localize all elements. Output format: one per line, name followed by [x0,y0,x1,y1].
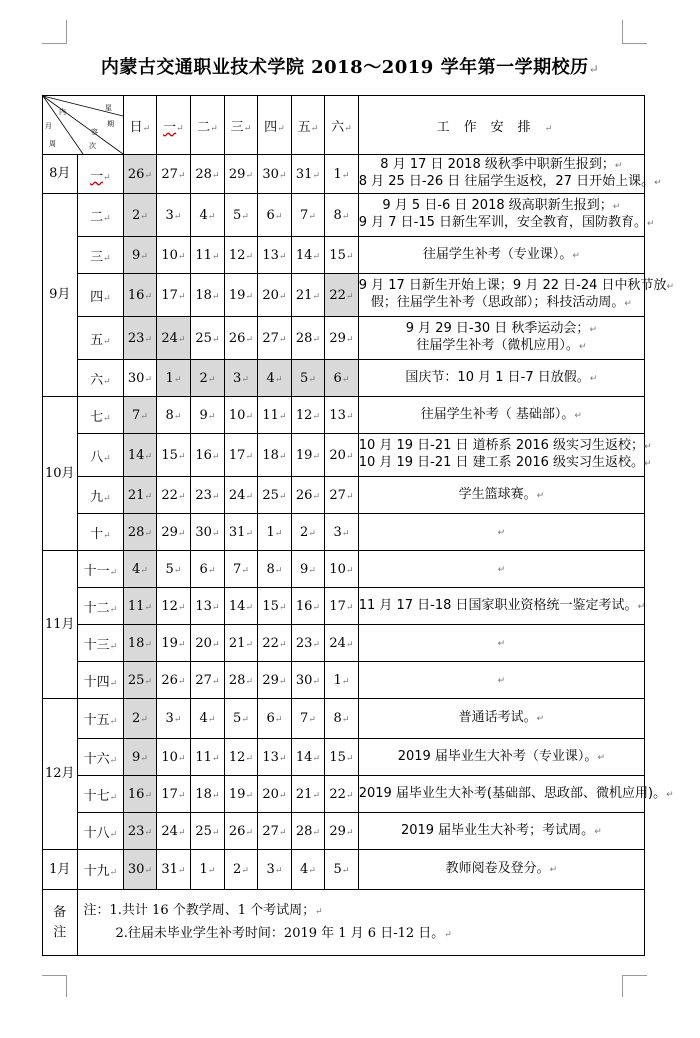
plan-line: 国庆节：10 月 1 日-7 日放假。 [405,369,590,385]
date-cell: 7↵ [291,194,325,237]
date-cell: 1↵ [325,662,359,699]
date-cell: 23↵ [124,813,156,850]
diag-label: 次 [89,142,96,150]
date-cell: 24↵ [156,317,191,360]
remark-line: 2.往届未毕业学生补考时间：2019 年 1 月 6 日-12 日。 [115,925,445,941]
date-cell: 24↵ [325,625,359,662]
week-row [43,155,645,194]
date-cell: 1↵ [258,514,292,551]
date-cell: 20↵ [258,274,292,317]
date-cell: 30↵ [191,514,225,551]
day-header: 五↵ [291,96,325,155]
date-cell: 13↵ [258,237,292,274]
plan-line: 9 月 7 日-15 日新生军训，安全教育，国防教育。 [358,215,648,230]
week-row [43,360,645,397]
date-cell: 11↵ [124,588,156,625]
date-cell: 3↵ [224,360,258,397]
plan-line: 往届学生补考（专业课）。 [422,246,573,262]
date-cell: 16↵ [291,588,325,625]
crop-mark [42,975,67,976]
date-cell: 21↵ [291,776,325,813]
date-cell: 26↵ [224,813,258,850]
date-cell: 5↵ [224,194,258,237]
date-cell: 17↵ [156,776,191,813]
date-cell: 26↵ [224,317,258,360]
week-row [43,194,645,237]
date-cell: 5↵ [325,850,359,890]
week-number-cell: 十九↵ [77,850,124,890]
work-plan-cell: 往届学生补考（专业课）。↵ [358,237,644,274]
diag-label: 期 [107,120,114,128]
week-number-cell: 九↵ [77,477,124,514]
work-plan-cell: 学生篮球赛。↵ [358,477,644,514]
date-cell: 25↵ [191,813,225,850]
week-number-cell: 十四↵ [77,662,124,699]
date-cell: 7↵ [224,551,258,588]
date-cell: 14↵ [291,739,325,776]
date-cell: 12↵ [224,237,258,274]
date-cell: 3↵ [258,850,292,890]
work-plan-cell: 国庆节：10 月 1 日-7 日放假。↵ [358,360,644,397]
work-plan-cell: 教师阅卷及登分。↵ [358,850,644,890]
diag-label: 内 [59,108,66,116]
date-cell: 2↵ [191,360,225,397]
date-cell: 20↵ [325,434,359,477]
date-cell: 4↵ [258,360,292,397]
month-cell: 8月 [43,155,78,194]
plan-line: 9 月 17 日新生开始上课；9 月 22 日-24 日中秋节放 [358,278,667,293]
date-cell: 6↵ [258,194,292,237]
date-cell: 24↵ [224,477,258,514]
work-plan-cell: 2019 届毕业生大补考(基础部、思政部、微机应用)。↵ [358,776,644,813]
day-header: 四↵ [258,96,292,155]
date-cell: 12↵ [291,397,325,434]
date-cell: 31↵ [224,514,258,551]
plan-line: 教师阅卷及登分。 [445,861,550,876]
date-cell: 7↵ [124,397,156,434]
date-cell: 23↵ [191,477,225,514]
date-cell: 19↵ [291,434,325,477]
date-cell: 28↵ [224,662,258,699]
plan-line: 往届学生补考（微机应用）。 [416,338,579,353]
week-row [43,397,645,434]
week-row [43,237,645,274]
date-cell: 11↵ [258,397,292,434]
month-cell: 11月 [43,551,78,699]
date-cell: 29↵ [258,662,292,699]
date-cell: 7↵ [291,699,325,739]
date-cell: 11↵ [191,237,225,274]
date-cell: 22↵ [325,776,359,813]
plan-line: 8 月 17 日 2018 级秋季中职新生报到； [380,157,615,172]
date-cell: 6↵ [258,699,292,739]
week-number-cell: 十一↵ [77,551,124,588]
work-plan-cell: 8 月 17 日 2018 级秋季中职新生报到；↵ 8 月 25 日-26 日 往届学生返校，27 日开始上课。↵ [358,155,644,194]
date-cell: 16↵ [191,434,225,477]
date-cell: 28↵ [291,813,325,850]
week-row [43,625,645,662]
work-plan-cell: 9 月 29 日-30 日 秋季运动会；↵ 往届学生补考（微机应用）。↵ [358,317,644,360]
date-cell: 1↵ [191,850,225,890]
date-cell: 5↵ [291,360,325,397]
date-cell: 25↵ [124,662,156,699]
date-cell: 2↵ [124,194,156,237]
date-cell: 18↵ [191,776,225,813]
diag-label: 月 [45,122,52,130]
date-cell: 27↵ [191,662,225,699]
date-cell: 4↵ [124,551,156,588]
date-cell: 31↵ [291,155,325,194]
date-cell: 31↵ [156,850,191,890]
plan-line: 9 月 5 日-6 日 2018 级高职新生报到； [382,198,613,213]
crop-mark [622,20,623,44]
date-cell: 4↵ [291,850,325,890]
date-cell: 18↵ [258,434,292,477]
date-cell: 13↵ [191,588,225,625]
week-row [43,850,645,890]
date-cell: 26↵ [124,155,156,194]
date-cell: 28↵ [291,317,325,360]
day-header: 三↵ [224,96,258,155]
week-number-cell: 五↵ [77,317,124,360]
week-row [43,274,645,317]
work-plan-cell: 9 月 5 日-6 日 2018 级高职新生报到；↵ 9 月 7 日-15 日新生军训，安全教育，国防教育。↵ [358,194,644,237]
date-cell: 19↵ [224,776,258,813]
date-cell: 10↵ [156,739,191,776]
date-cell: 14↵ [224,588,258,625]
date-cell: 3↵ [325,514,359,551]
date-cell: 23↵ [291,625,325,662]
date-cell: 21↵ [224,625,258,662]
date-cell: 5↵ [156,551,191,588]
week-number-cell: 十↵ [77,514,124,551]
header-row [43,96,645,155]
date-cell: 8↵ [258,551,292,588]
diag-label: 容 [91,128,98,136]
date-cell: 22↵ [156,477,191,514]
date-cell: 25↵ [258,477,292,514]
date-cell: 25↵ [191,317,225,360]
week-row [43,477,645,514]
day-header: 二↵ [191,96,225,155]
remarks-label: 备注 [43,890,78,956]
date-cell: 17↵ [224,434,258,477]
month-cell: 9月 [43,194,78,397]
date-cell: 12↵ [156,588,191,625]
day-header: 日↵ [124,96,156,155]
page-title: 内蒙古交通职业技术学院 2018～2019 学年第一学期校历↵ [100,57,600,78]
date-cell: 14↵ [291,237,325,274]
date-cell: 2↵ [224,850,258,890]
date-cell: 6↵ [325,360,359,397]
plan-line: 往届学生补考（ 基础部）。 [420,406,575,422]
date-cell: 6↵ [191,551,225,588]
week-row [43,514,645,551]
plan-line: 10 月 19 日-21 日 道桥系 2016 级实习生返校； [358,438,645,453]
remarks-row [43,890,645,956]
date-cell: 9↵ [124,237,156,274]
date-cell: 22↵ [258,625,292,662]
week-number-cell: 七↵ [77,397,124,434]
plan-line: 2019 届毕业生大补考；考试周。 [400,822,595,838]
date-cell: 8↵ [325,699,359,739]
date-cell: 4↵ [191,699,225,739]
plan-line: 2019 届毕业生大补考(基础部、思政部、微机应用)。 [358,785,667,801]
plan-line: 9 月 29 日-30 日 秋季运动会； [405,321,590,336]
date-cell: 28↵ [124,514,156,551]
plan-line: 8 月 25 日-26 日 往届学生返校，27 日开始上课。 [358,174,655,189]
date-cell: 29↵ [325,317,359,360]
date-cell: 1↵ [156,360,191,397]
plan-line: 11 月 17 日-18 日国家职业资格统一鉴定考试。 [358,597,638,613]
date-cell: 27↵ [258,813,292,850]
week-number-cell: 三↵ [77,237,124,274]
date-cell: 21↵ [124,477,156,514]
date-cell: 18↵ [191,274,225,317]
crop-mark [66,975,67,997]
date-cell: 30↵ [258,155,292,194]
date-cell: 27↵ [156,155,191,194]
work-plan-cell: 普通话考试。↵ [358,699,644,739]
date-cell: 9↵ [124,739,156,776]
week-number-cell: 二↵ [77,194,124,237]
plan-header: 工作安排↵ [358,96,644,155]
date-cell: 10↵ [325,551,359,588]
date-cell: 29↵ [325,813,359,850]
week-number-cell: 十八↵ [77,813,124,850]
crop-mark [622,975,623,997]
week-row [43,434,645,477]
plan-line: 假；往届学生补考（思政部）；科技活动周。 [370,295,625,310]
remarks-content: 注：1.共计 16 个教学周、1 个考试周；↵ 2.往届未毕业学生补考时间：2019 年 1 月 6 日-12 日。↵ [77,890,644,956]
date-cell: 11↵ [191,739,225,776]
work-plan-cell: 2019 届毕业生大补考；考试周。↵ [358,813,644,850]
date-cell: 29↵ [156,514,191,551]
crop-mark [42,43,67,44]
date-cell: 14↵ [124,434,156,477]
date-cell: 29↵ [224,155,258,194]
date-cell: 27↵ [258,317,292,360]
week-row [43,588,645,625]
work-plan-cell: 11 月 17 日-18 日国家职业资格统一鉴定考试。↵ [358,588,644,625]
date-cell: 16↵ [124,274,156,317]
week-number-cell: 一↵ [77,155,124,194]
week-row [43,699,645,739]
date-cell: 28↵ [191,155,225,194]
work-plan-cell: 2019 届毕业生大补考（专业课）。↵ [358,739,644,776]
work-plan-cell: ↵ [358,662,644,699]
month-cell: 1月 [43,850,78,890]
week-number-cell: 四↵ [77,274,124,317]
date-cell: 15↵ [325,237,359,274]
date-cell: 15↵ [156,434,191,477]
date-cell: 26↵ [156,662,191,699]
week-number-cell: 十三↵ [77,625,124,662]
plan-line: 2019 届毕业生大补考（专业课）。 [397,748,598,764]
date-cell: 20↵ [258,776,292,813]
work-plan-cell: 9 月 17 日新生开始上课；9 月 22 日-24 日中秋节放↵ 假；往届学生补考（思政部）；科技活动周。↵ [358,274,644,317]
date-cell: 5↵ [224,699,258,739]
plan-line: 普通话考试。 [458,710,537,725]
week-number-cell: 十七↵ [77,776,124,813]
day-header: 一↵ [156,96,191,155]
date-cell: 9↵ [191,397,225,434]
date-cell: 3↵ [156,699,191,739]
date-cell: 10↵ [156,237,191,274]
work-plan-cell: ↵ [358,625,644,662]
date-cell: 30↵ [291,662,325,699]
month-cell: 12月 [43,699,78,850]
date-cell: 2↵ [291,514,325,551]
date-cell: 19↵ [156,625,191,662]
date-cell: 21↵ [291,274,325,317]
date-cell: 10↵ [224,397,258,434]
date-cell: 3↵ [156,194,191,237]
date-cell: 16↵ [124,776,156,813]
work-plan-cell: ↵ [358,514,644,551]
week-row [43,317,645,360]
date-cell: 18↵ [124,625,156,662]
date-cell: 9↵ [291,551,325,588]
date-cell: 22↵ [325,274,359,317]
date-cell: 13↵ [258,739,292,776]
date-cell: 23↵ [124,317,156,360]
plan-line: 学生篮球赛。 [458,486,537,502]
crop-mark [622,43,647,44]
diagonal-header-cell [43,96,124,155]
diag-label: 星 [105,104,112,112]
date-cell: 20↵ [191,625,225,662]
work-plan-cell: 10 月 19 日-21 日 道桥系 2016 级实习生返校；↵ 10 月 19 日-21 日 建工系 2016 级实习生返校。↵ [358,434,644,477]
crop-mark [622,975,647,976]
work-plan-cell: 往届学生补考（ 基础部）。↵ [358,397,644,434]
school-calendar-table [42,95,675,956]
date-cell: 27↵ [325,477,359,514]
date-cell: 8↵ [325,194,359,237]
week-row [43,776,645,813]
date-cell: 15↵ [325,739,359,776]
week-row [43,813,645,850]
week-number-cell: 十五↵ [77,699,124,739]
date-cell: 1↵ [325,155,359,194]
crop-mark [66,20,67,44]
date-cell: 17↵ [156,274,191,317]
diag-label: 周 [49,140,56,148]
date-cell: 19↵ [224,274,258,317]
week-number-cell: 六↵ [77,360,124,397]
remark-line: 注：1.共计 16 个教学周、1 个考试周； [83,902,316,918]
week-number-cell: 八↵ [77,434,124,477]
date-cell: 8↵ [156,397,191,434]
date-cell: 2↵ [124,699,156,739]
date-cell: 24↵ [156,813,191,850]
date-cell: 30↵ [124,360,156,397]
week-number-cell: 十六↵ [77,739,124,776]
month-cell: 10月 [43,397,78,551]
week-number-cell: 十二↵ [77,588,124,625]
date-cell: 17↵ [325,588,359,625]
work-plan-cell: ↵ [358,551,644,588]
date-cell: 15↵ [258,588,292,625]
day-header: 六↵ [325,96,359,155]
week-row [43,551,645,588]
date-cell: 13↵ [325,397,359,434]
date-cell: 30↵ [124,850,156,890]
date-cell: 4↵ [191,194,225,237]
week-row [43,739,645,776]
week-row [43,662,645,699]
date-cell: 26↵ [291,477,325,514]
plan-line: 10 月 19 日-21 日 建工系 2016 级实习生返校。 [358,455,645,470]
date-cell: 12↵ [224,739,258,776]
